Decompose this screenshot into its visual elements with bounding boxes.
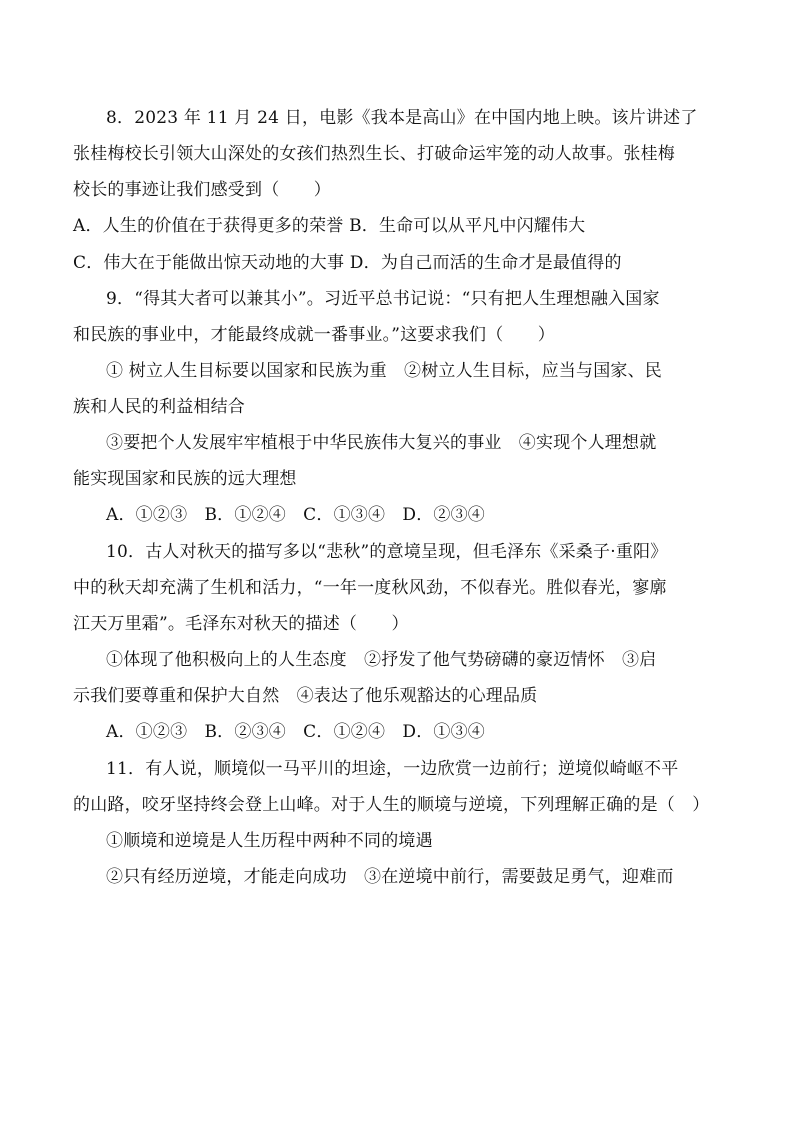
q10-stem-line-1: 10．古人对秋天的描写多以“悲秋”的意境呈现，但毛泽东《采桑子·重阳》	[106, 542, 668, 562]
q9-stem-line-1: 9．“得其大者可以兼其小”。习近平总书记说：“只有把人生理想融入国家	[106, 289, 660, 309]
q11-stem-line-1: 11．有人说，顺境似一马平川的坦途，一边欣赏一边前行；逆境似崎岖不平	[106, 759, 679, 779]
q8-options-line-1: A．人生的价值在于获得更多的荣誉 B．生命可以从平凡中闪耀伟大	[73, 216, 586, 236]
q9-options: A．①②③ B．①②④ C．①③④ D．②③④	[106, 505, 486, 525]
q10-stem-line-2: 中的秋天却充满了生机和活力，“一年一度秋风劲，不似春光。胜似春光，寥廓	[73, 578, 667, 598]
q9-statement-line-1: ① 树立人生目标要以国家和民族为重 ②树立人生目标，应当与国家、民	[106, 361, 663, 381]
q8-stem-line-2: 张桂梅校长引领大山深处的女孩们热烈生长、打破命运牢笼的动人故事。张桂梅	[73, 144, 675, 164]
q11-statement-line-2: ②只有经历逆境，才能走向成功 ③在逆境中前行，需要鼓足勇气，迎难而	[106, 867, 674, 887]
q9-statement-line-4: 能实现国家和民族的远大理想	[73, 469, 297, 489]
q11-statement-line-1: ①顺境和逆境是人生历程中两种不同的境遇	[106, 831, 433, 851]
q9-stem-line-2: 和民族的事业中，才能最终成就一番事业。”这要求我们（ ）	[73, 325, 555, 345]
q10-statement-line-1: ①体现了他积极向上的人生态度 ②抒发了他气势磅礴的豪迈情怀 ③启	[106, 650, 657, 670]
q10-stem-line-3: 江天万里霜”。毛泽东对秋天的描述（ ）	[73, 614, 409, 634]
q11-stem-line-2: 的山路，咬牙坚持终会登上山峰。对于人生的顺境与逆境，下列理解正确的是（ ）	[73, 795, 710, 815]
q9-statement-line-3: ③要把个人发展牢牢植根于中华民族伟大复兴的事业 ④实现个人理想就	[106, 433, 657, 453]
q8-stem-line-1: 8．2023 年 11 月 24 日，电影《我本是高山》在中国内地上映。该片讲述了	[106, 108, 698, 128]
q9-statement-line-2: 族和人民的利益相结合	[73, 397, 245, 417]
q10-statement-line-2: 示我们要尊重和保护大自然 ④表达了他乐观豁达的心理品质	[73, 686, 538, 706]
q8-stem-line-3: 校长的事迹让我们感受到（ ）	[73, 180, 331, 200]
q8-options-line-2: C．伟大在于能做出惊天动地的大事 D．为自己而活的生命才是最值得的	[73, 253, 622, 273]
q10-options: A．①②③ B．②③④ C．①②④ D．①③④	[106, 722, 486, 742]
